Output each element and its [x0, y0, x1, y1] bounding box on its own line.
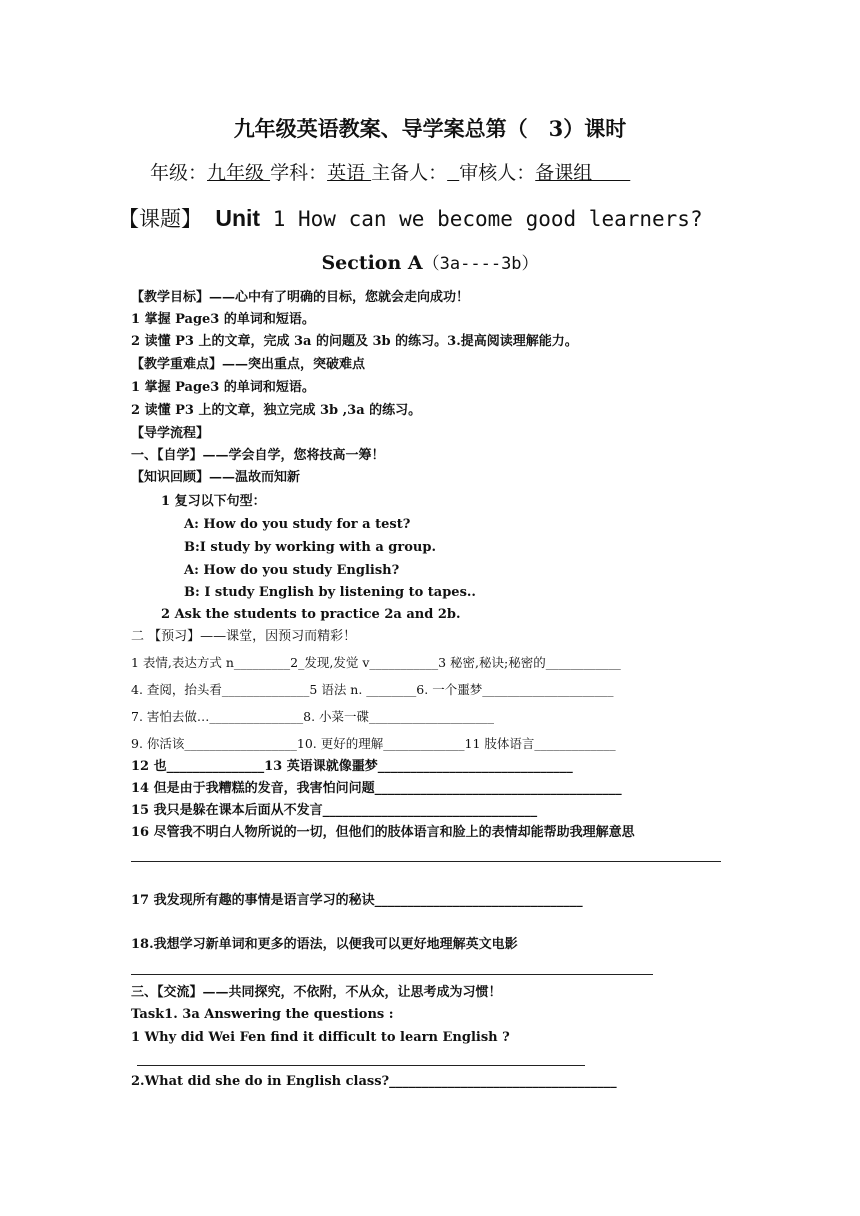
grade-label: 年级： — [150, 162, 208, 184]
topic-unit-word: Unit — [215, 205, 261, 231]
page-title: 九年级英语教案、导学案总第（ 3）课时 — [233, 116, 627, 141]
question-1: 1 Why did Wei Fen find it difficult to learn English ? — [131, 1030, 510, 1045]
topic-title: 1 How can we become good learners? — [260, 207, 703, 231]
review-heading: 【知识回顾】——温故而知新 — [131, 470, 301, 485]
lead-label: 主备人： — [371, 162, 448, 184]
header-meta — [150, 160, 630, 186]
question-2: 2.What did she do in English class?___________________________________ — [131, 1074, 617, 1089]
phrase-row-16: 16 尽管我不明白人物所说的一切，但他们的肢体语言和脸上的表情却能帮助我理解意思 — [131, 825, 635, 840]
lead-value — [447, 162, 459, 184]
exchange-heading: 三、【交流】——共同探究，不依附，不从众，让思考成为习惯！ — [131, 985, 502, 1000]
answer-line-16 — [131, 861, 721, 862]
section-heading — [0, 250, 860, 277]
reviewer-label: 审核人： — [459, 162, 536, 184]
reviewer-value: 备课组 — [535, 162, 631, 184]
topic-label: 【课题】 — [118, 207, 202, 231]
phrase-row-18: 18.我想学习新单词和更多的语法，以便我可以更好地理解英文电影 — [131, 937, 518, 952]
review-item-2: 2 Ask the students to practice 2a and 2b. — [161, 607, 461, 622]
vocab-row-4: 9. 你活该__________________10. 更好的理解_____________11 肢体语言_____________ — [131, 736, 616, 751]
keypoint-1: 1 掌握 Page3 的单词和短语。 — [131, 380, 315, 395]
dialogue-line-2: B:I study by working with a group. — [184, 540, 436, 555]
vocab-row-1: 1 表情,表达方式 n_________2_发现,发觉 v___________3 秘密,秘诀;秘密的____________ — [131, 655, 621, 670]
dialogue-line-1: A: How do you study for a test? — [184, 517, 411, 532]
subject-label: 学科： — [270, 162, 328, 184]
phrase-row-12: 12 也_______________13 英语课就像噩梦______________________________ — [131, 759, 573, 774]
answer-line-q1 — [137, 1065, 585, 1066]
phrase-row-15: 15 我只是躲在课本后面从不发言_________________________________ — [131, 803, 538, 818]
review-item-1: 1 复习以下句型： — [161, 494, 266, 509]
grade-value: 九年级 — [207, 162, 271, 184]
process-heading: 【导学流程】 — [131, 426, 210, 441]
objective-2: 2 读懂 P3 上的文章，完成 3a 的问题及 3b 的练习。3.提高阅读理解能力。 — [131, 334, 578, 349]
self-study-heading: 一、【自学】——学会自学，您将技高一筹！ — [131, 448, 385, 463]
vocab-row-2: 4. 查阅，抬头看______________5 语法 n. ________6. 一个噩梦_____________________ — [131, 682, 614, 697]
keypoints-heading: 【教学重难点】——突出重点，突破难点 — [131, 357, 366, 372]
answer-line-18 — [131, 974, 653, 975]
topic-line — [118, 204, 703, 233]
objective-1: 1 掌握 Page3 的单词和短语。 — [131, 312, 315, 327]
phrase-row-14: 14 但是由于我糟糕的发音，我害怕问问题______________________________________ — [131, 781, 622, 796]
subject-value: 英语 — [327, 162, 372, 184]
dialogue-line-4: B: I study English by listening to tapes.. — [184, 585, 476, 600]
preview-heading: 二 【预习】——课堂，因预习而精彩！ — [131, 629, 357, 644]
keypoint-2: 2 读懂 P3 上的文章，独立完成 3b ,3a 的练习。 — [131, 403, 422, 418]
section-name: Section A — [321, 252, 423, 274]
phrase-row-17: 17 我发现所有趣的事情是语言学习的秘诀________________________________ — [131, 893, 583, 908]
dialogue-line-3: A: How do you study English? — [184, 563, 400, 578]
section-range: （3a----3b） — [422, 254, 539, 274]
vocab-row-3: 7. 害怕去做…_______________8. 小菜一碟____________________ — [131, 709, 495, 724]
objectives-heading: 【教学目标】——心中有了明确的目标，您就会走向成功！ — [131, 290, 470, 305]
task-heading: Task1. 3a Answering the questions : — [131, 1007, 394, 1022]
